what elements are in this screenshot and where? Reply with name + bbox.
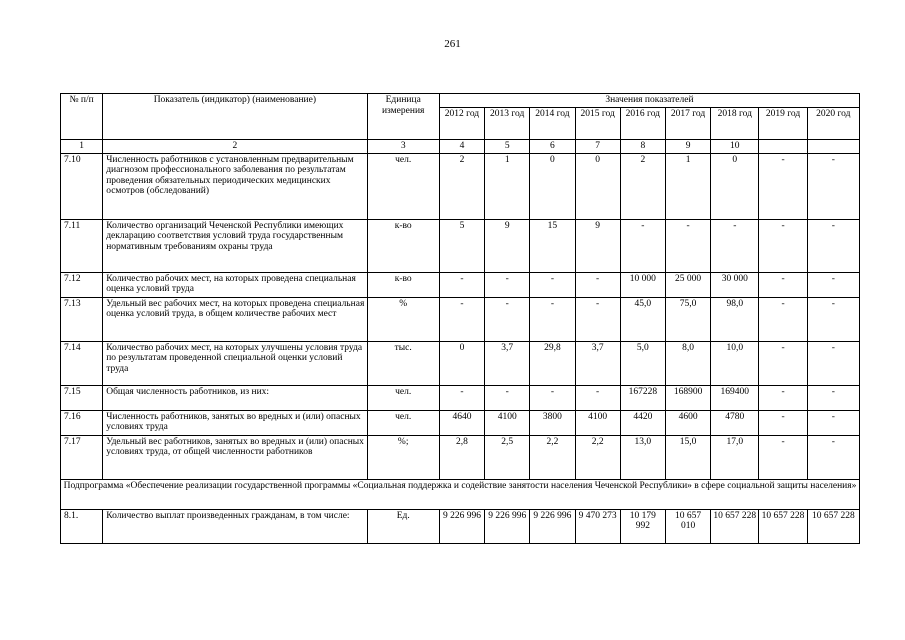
row-value: 1 [665,153,710,219]
row-value: 98,0 [711,297,759,341]
row-unit: чел. [367,385,439,410]
row-number: 8.1. [61,509,103,543]
row-unit: Ед. [367,509,439,543]
row-value: - [575,385,620,410]
row-number: 7.14 [61,341,103,385]
row-unit: к-во [367,219,439,272]
row-value: - [439,297,484,341]
col-number-cell: 7 [575,140,620,154]
row-value: 9 226 996 [530,509,575,543]
row-unit: чел. [367,153,439,219]
table-row [61,385,860,410]
table-row [61,341,860,385]
row-value: 15 [530,219,575,272]
row-value: 5,0 [620,341,665,385]
col-number-cell [807,140,859,154]
table-row [61,509,860,543]
row-value: 25 000 [665,272,710,297]
row-value: - [807,272,859,297]
row-value: 4100 [575,410,620,435]
col-number-cell: 1 [61,140,103,154]
col-number-cell: 6 [530,140,575,154]
col-number-cell: 8 [620,140,665,154]
row-value: - [807,435,859,479]
row-indicator-name: Удельный вес работников, занятых во вредных и (или) опасных условиях труда, от общей численности работников [103,435,367,479]
row-indicator-name: Численность работников с установленным предварительным диагнозом профессионального заболевания по результатам проведения обязательных периодических медицинских осмотров (обследований) [103,153,367,219]
row-value: 9 [485,219,530,272]
row-value: - [759,297,807,341]
row-value: 17,0 [711,435,759,479]
row-value: - [807,410,859,435]
row-unit: тыс. [367,341,439,385]
row-value: - [807,297,859,341]
row-value: 4640 [439,410,484,435]
header-year: 2020 год [807,108,859,140]
header-year: 2012 год [439,108,484,140]
row-value: 13,0 [620,435,665,479]
row-value: - [807,385,859,410]
page-number: 261 [444,38,461,50]
subprogram-title: Подпрограмма «Обеспечение реализации государственной программы «Социальная поддержка и содействие занятости населения Чеченской Республики» в сфере социальной защиты населения» [61,479,860,509]
row-value: - [807,341,859,385]
col-number-cell: 5 [485,140,530,154]
row-value: 0 [711,153,759,219]
row-value: 0 [439,341,484,385]
row-value: - [759,219,807,272]
header-unit: Единица измерения [367,94,439,140]
row-value: 3,7 [575,341,620,385]
row-value: - [807,219,859,272]
row-indicator-name: Общая численность работников, из них: [103,385,367,410]
row-value: 4600 [665,410,710,435]
row-value: - [620,219,665,272]
table-row [61,219,860,272]
row-value: 30 000 [711,272,759,297]
row-value: 2,8 [439,435,484,479]
column-number-row [61,140,860,154]
row-unit: чел. [367,410,439,435]
row-value: - [807,153,859,219]
row-value: - [759,272,807,297]
row-indicator-name: Количество организаций Чеченской Республики имеющих декларацию соответствия условий труда государственным нормативным требованиям охраны труда [103,219,367,272]
row-value: 10,0 [711,341,759,385]
row-value: - [485,385,530,410]
row-value: 9 226 996 [485,509,530,543]
row-value: - [439,272,484,297]
row-value: 10 657 228 [759,509,807,543]
row-number: 7.10 [61,153,103,219]
col-number-cell: 4 [439,140,484,154]
row-value: - [759,385,807,410]
header-year: 2015 год [575,108,620,140]
header-row [61,94,860,108]
row-number: 7.15 [61,385,103,410]
table-row [61,410,860,435]
row-value: - [439,385,484,410]
row-value: - [530,385,575,410]
row-value: 29,8 [530,341,575,385]
row-value: 5 [439,219,484,272]
col-number-cell: 3 [367,140,439,154]
row-value: 2,5 [485,435,530,479]
row-number: 7.13 [61,297,103,341]
row-unit: % [367,297,439,341]
row-value: 10 657 228 [807,509,859,543]
row-value: 8,0 [665,341,710,385]
row-indicator-name: Численность работников, занятых во вредных и (или) опасных условиях труда [103,410,367,435]
row-value: - [485,272,530,297]
col-number-cell: 9 [665,140,710,154]
header-num: № п/п [61,94,103,140]
row-value: - [759,435,807,479]
row-value: 168900 [665,385,710,410]
row-value: 4100 [485,410,530,435]
row-number: 7.12 [61,272,103,297]
row-value: - [759,153,807,219]
row-value: 169400 [711,385,759,410]
row-value: 2,2 [530,435,575,479]
header-year: 2016 год [620,108,665,140]
indicators-table [60,93,860,544]
row-value: 0 [575,153,620,219]
row-value: - [665,219,710,272]
row-unit: %; [367,435,439,479]
row-value: 3800 [530,410,575,435]
row-value: 4780 [711,410,759,435]
col-number-cell [759,140,807,154]
header-year: 2014 год [530,108,575,140]
row-value: - [759,410,807,435]
row-indicator-name: Удельный вес рабочих мест, на которых проведена специальная оценка условий труда, в общем количестве рабочих мест [103,297,367,341]
table-row [61,435,860,479]
row-number: 7.11 [61,219,103,272]
header-year: 2018 год [711,108,759,140]
row-value: 45,0 [620,297,665,341]
table-row [61,272,860,297]
row-number: 7.16 [61,410,103,435]
row-value: 75,0 [665,297,710,341]
row-indicator-name: Количество рабочих мест, на которых улучшены условия труда по результатам проведенной специальной оценки условий труда [103,341,367,385]
header-year: 2019 год [759,108,807,140]
row-value: 10 657 010 [665,509,710,543]
header-values-group: Значения показателей [439,94,859,108]
table-row [61,153,860,219]
row-value: - [575,297,620,341]
row-value: 10 179 992 [620,509,665,543]
row-value: 2 [439,153,484,219]
row-value: 9 470 273 [575,509,620,543]
subprogram-row [61,479,860,509]
row-number: 7.17 [61,435,103,479]
header-year: 2013 год [485,108,530,140]
row-value: - [530,297,575,341]
row-value: 2 [620,153,665,219]
row-indicator-name: Количество выплат произведенных гражданам, в том числе: [103,509,367,543]
row-value: 9 [575,219,620,272]
row-value: 10 657 228 [711,509,759,543]
header-indicator: Показатель (индикатор) (наименование) [103,94,367,140]
row-indicator-name: Количество рабочих мест, на которых проведена специальная оценка условий труда [103,272,367,297]
table-row [61,297,860,341]
row-value: - [575,272,620,297]
row-value: - [485,297,530,341]
col-number-cell: 2 [103,140,367,154]
row-value: - [530,272,575,297]
row-unit: к-во [367,272,439,297]
row-value: 4420 [620,410,665,435]
row-value: 0 [530,153,575,219]
row-value: 1 [485,153,530,219]
header-year: 2017 год [665,108,710,140]
row-value: 2,2 [575,435,620,479]
col-number-cell: 10 [711,140,759,154]
row-value: 15,0 [665,435,710,479]
row-value: 3,7 [485,341,530,385]
row-value: - [711,219,759,272]
row-value: 9 226 996 [439,509,484,543]
row-value: - [759,341,807,385]
row-value: 10 000 [620,272,665,297]
row-value: 167228 [620,385,665,410]
